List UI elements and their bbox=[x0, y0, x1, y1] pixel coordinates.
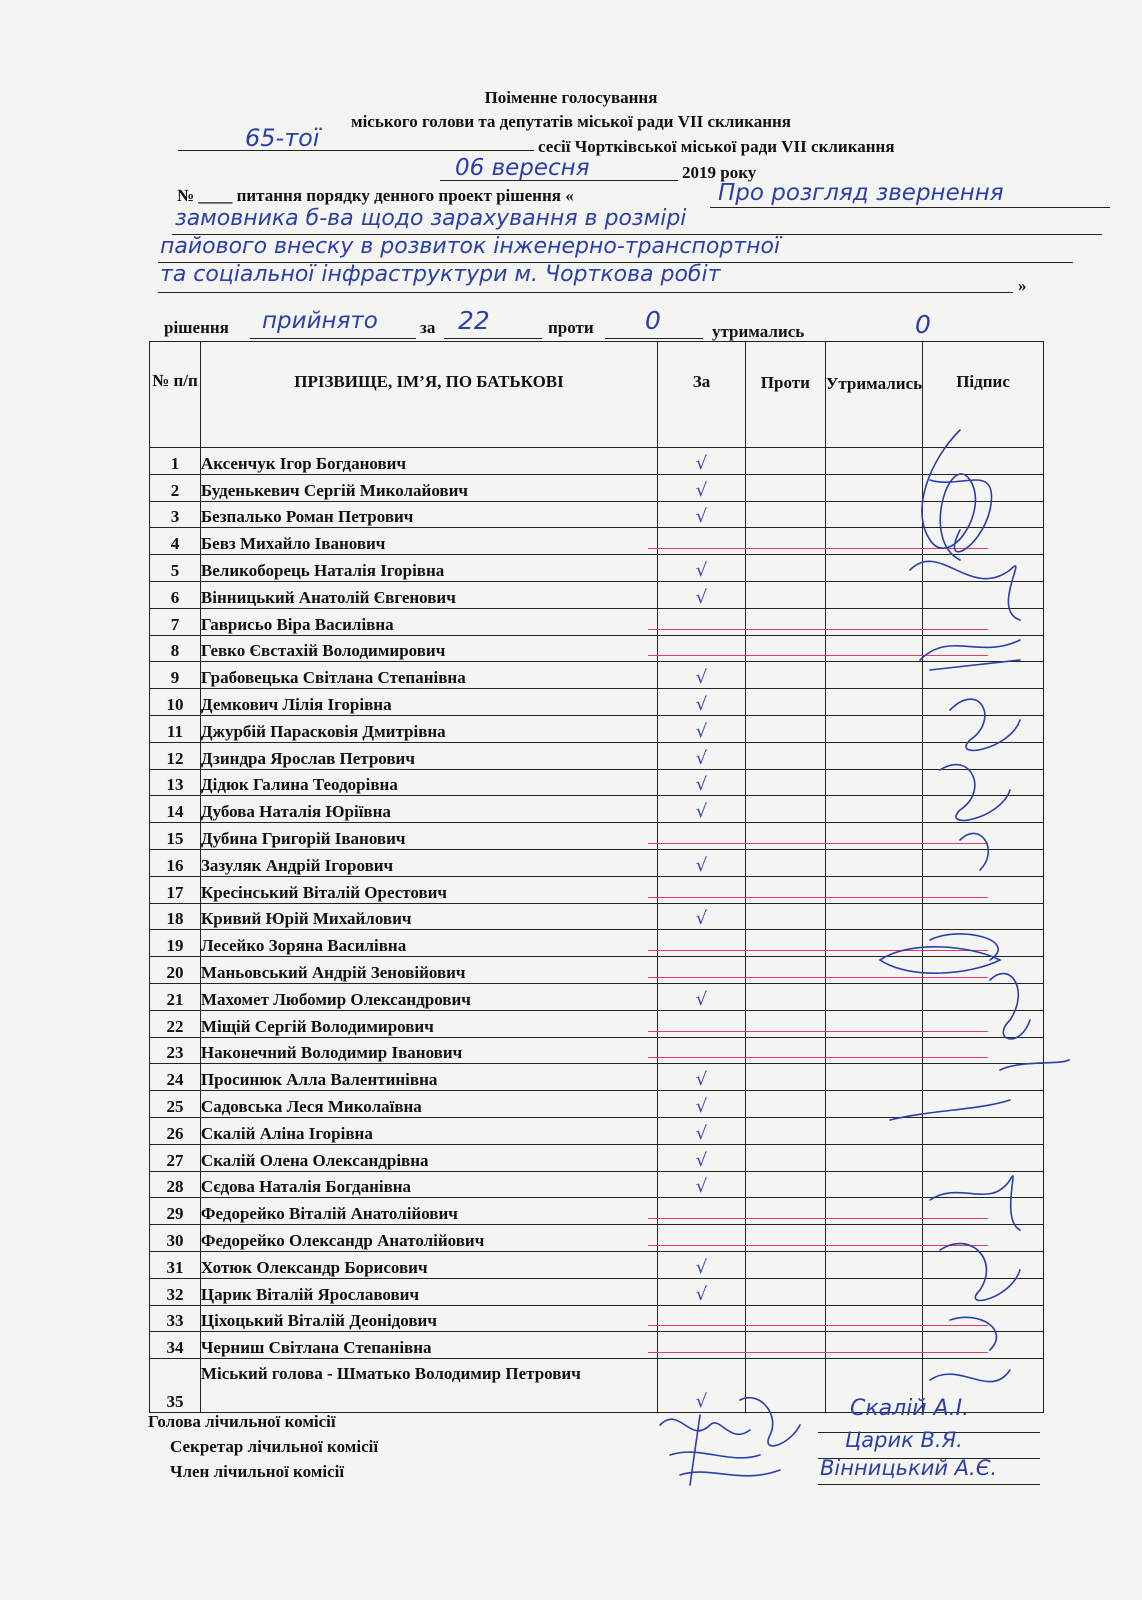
vote-cell-for bbox=[658, 1171, 746, 1198]
member-name-handwritten: Вінницький А.Є. bbox=[820, 1456, 998, 1480]
vote-cell-for bbox=[658, 769, 746, 796]
session-number-handwritten: 65-тої bbox=[245, 124, 320, 152]
against-count-underline bbox=[605, 338, 703, 339]
vote-cell-for bbox=[658, 1144, 746, 1171]
member-underline bbox=[818, 1484, 1040, 1485]
row-number: 27 bbox=[150, 1144, 201, 1171]
row-number: 14 bbox=[150, 796, 201, 823]
deputy-name: Скалій Аліна Ігорівна bbox=[200, 1117, 657, 1144]
row-number: 11 bbox=[150, 715, 201, 742]
vote-cell-against bbox=[745, 769, 825, 796]
abstain-label: утримались bbox=[712, 322, 805, 341]
vote-cell-against bbox=[745, 957, 825, 984]
year-text: 2019 року bbox=[682, 163, 757, 182]
row-number: 7 bbox=[150, 608, 201, 635]
row-number: 18 bbox=[150, 903, 201, 930]
deputy-name: Гаврисьо Віра Василівна bbox=[200, 608, 657, 635]
row-number: 17 bbox=[150, 876, 201, 903]
vote-cell-for bbox=[658, 715, 746, 742]
check-mark-icon: √ bbox=[695, 1149, 708, 1171]
vote-cell-for bbox=[658, 1010, 746, 1037]
row-number: 26 bbox=[150, 1117, 201, 1144]
column-header-number: № п/п bbox=[150, 342, 201, 448]
deputy-name: Дубова Наталія Юріївна bbox=[200, 796, 657, 823]
vote-cell-against bbox=[745, 983, 825, 1010]
row-number: 3 bbox=[150, 501, 201, 528]
row-number: 28 bbox=[150, 1171, 201, 1198]
row-number: 32 bbox=[150, 1278, 201, 1305]
check-mark-icon: √ bbox=[695, 801, 708, 823]
deputy-name: Джурбій Парасковія Дмитрівна bbox=[200, 715, 657, 742]
vote-cell-against bbox=[745, 849, 825, 876]
vote-cell-against bbox=[745, 528, 825, 555]
commission-signatures-scribble bbox=[620, 1385, 820, 1505]
vote-cell-against bbox=[745, 1198, 825, 1225]
deputy-name: Скалій Олена Олександрівна bbox=[200, 1144, 657, 1171]
vote-cell-against bbox=[745, 474, 825, 501]
deputy-name: Просинюк Алла Валентинівна bbox=[200, 1064, 657, 1091]
vote-cell-for bbox=[658, 849, 746, 876]
chair-label: Голова лічильної комісії bbox=[148, 1412, 336, 1431]
vote-cell-for bbox=[658, 983, 746, 1010]
vote-cell-for bbox=[658, 796, 746, 823]
deputy-name: Безпалько Роман Петрович bbox=[200, 501, 657, 528]
vote-cell-for bbox=[658, 555, 746, 582]
deputy-name: Великоборець Наталія Ігорівна bbox=[200, 555, 657, 582]
vote-cell-against bbox=[745, 689, 825, 716]
for-count-underline bbox=[444, 338, 542, 339]
row-number: 2 bbox=[150, 474, 201, 501]
chair-name-handwritten: Скалій А.І. bbox=[850, 1396, 970, 1421]
check-mark-icon: √ bbox=[695, 479, 708, 501]
deputy-name: Федорейко Олександр Анатолійович bbox=[200, 1225, 657, 1252]
deputy-name: Буденькевич Сергій Миколайович bbox=[200, 474, 657, 501]
row-number: 6 bbox=[150, 581, 201, 608]
check-mark-icon: √ bbox=[695, 693, 708, 715]
vote-cell-for bbox=[658, 501, 746, 528]
row-number: 19 bbox=[150, 930, 201, 957]
row-number: 29 bbox=[150, 1198, 201, 1225]
vote-cell-against bbox=[745, 1064, 825, 1091]
document-subtitle: міського голови та депутатів міської ради VII скликання bbox=[351, 112, 791, 131]
vote-cell-for bbox=[658, 903, 746, 930]
row-number: 21 bbox=[150, 983, 201, 1010]
agenda-underline-1 bbox=[710, 207, 1110, 208]
check-mark-icon: √ bbox=[695, 1283, 708, 1305]
vote-cell-against bbox=[745, 1332, 825, 1359]
deputy-name: Черниш Світлана Степанівна bbox=[200, 1332, 657, 1359]
deputy-name: Міський голова - Шматько Володимир Петрович bbox=[200, 1359, 657, 1413]
agenda-item-text-line-4: та соціальної інфраструктури м. Чорткова робіт bbox=[160, 262, 721, 287]
agenda-underline-4 bbox=[158, 292, 1013, 293]
vote-cell-for bbox=[658, 1091, 746, 1118]
vote-cell-against bbox=[745, 1144, 825, 1171]
check-mark-icon: √ bbox=[695, 452, 708, 474]
check-mark-icon: √ bbox=[695, 559, 708, 581]
vote-cell-against bbox=[745, 555, 825, 582]
for-count-handwritten: 22 bbox=[458, 306, 490, 335]
vote-cell-for bbox=[658, 1251, 746, 1278]
row-number: 31 bbox=[150, 1251, 201, 1278]
session-number-underline bbox=[178, 150, 534, 151]
row-number: 12 bbox=[150, 742, 201, 769]
deputy-name: Махомет Любомир Олександрович bbox=[200, 983, 657, 1010]
deputy-name: Царик Віталій Ярославович bbox=[200, 1278, 657, 1305]
agenda-item-text-line-1: Про розгляд звернення bbox=[718, 180, 1004, 206]
vote-cell-for bbox=[658, 635, 746, 662]
date-handwritten: 06 вересня bbox=[455, 155, 590, 181]
check-mark-icon: √ bbox=[695, 1176, 708, 1198]
vote-cell-for bbox=[658, 1305, 746, 1332]
check-mark-icon: √ bbox=[695, 1122, 708, 1144]
vote-cell-for bbox=[658, 1225, 746, 1252]
vote-cell-for bbox=[658, 608, 746, 635]
vote-cell-for bbox=[658, 742, 746, 769]
deputy-name: Садовська Леся Миколаївна bbox=[200, 1091, 657, 1118]
row-number: 5 bbox=[150, 555, 201, 582]
deputy-name: Грабовецька Світлана Степанівна bbox=[200, 662, 657, 689]
vote-cell-for bbox=[658, 1117, 746, 1144]
against-count-handwritten: 0 bbox=[645, 306, 661, 335]
vote-cell-for bbox=[658, 1037, 746, 1064]
vote-cell-against bbox=[745, 1225, 825, 1252]
deputy-name: Ціхоцький Віталій Деонідович bbox=[200, 1305, 657, 1332]
row-number: 23 bbox=[150, 1037, 201, 1064]
row-number: 15 bbox=[150, 823, 201, 850]
vote-cell-against bbox=[745, 930, 825, 957]
column-header-against: Проти bbox=[745, 342, 825, 448]
check-mark-icon: √ bbox=[695, 854, 708, 876]
vote-cell-against bbox=[745, 715, 825, 742]
row-number: 13 bbox=[150, 769, 201, 796]
row-number: 20 bbox=[150, 957, 201, 984]
vote-cell-for bbox=[658, 1332, 746, 1359]
against-label: проти bbox=[548, 318, 594, 337]
member-label: Член лічильної комісії bbox=[170, 1462, 345, 1481]
column-header-abstain: Утримались bbox=[825, 342, 922, 448]
signatures-scribble bbox=[870, 420, 1070, 1420]
deputy-name: Кресінський Віталій Орестович bbox=[200, 876, 657, 903]
vote-cell-for bbox=[658, 823, 746, 850]
row-number: 16 bbox=[150, 849, 201, 876]
check-mark-icon: √ bbox=[695, 586, 708, 608]
vote-cell-against bbox=[745, 823, 825, 850]
decision-handwritten: прийнято bbox=[262, 308, 378, 334]
vote-cell-against bbox=[745, 1010, 825, 1037]
vote-cell-for bbox=[658, 528, 746, 555]
deputy-name: Аксенчук Ігор Богданович bbox=[200, 448, 657, 475]
vote-cell-against bbox=[745, 796, 825, 823]
agenda-item-text-line-2: замовника б-ва щодо зарахування в розмірі bbox=[175, 206, 687, 231]
column-header-signature: Підпис bbox=[923, 342, 1044, 448]
deputy-name: Міщій Сергій Володимирович bbox=[200, 1010, 657, 1037]
vote-cell-against bbox=[745, 662, 825, 689]
row-number: 34 bbox=[150, 1332, 201, 1359]
check-mark-icon: √ bbox=[695, 720, 708, 742]
session-text: сесії Чортківської міської ради VII скликання bbox=[538, 137, 895, 156]
vote-cell-for bbox=[658, 876, 746, 903]
row-number: 33 bbox=[150, 1305, 201, 1332]
check-mark-icon: √ bbox=[695, 747, 708, 769]
vote-cell-for bbox=[658, 1198, 746, 1225]
check-mark-icon: √ bbox=[695, 506, 708, 528]
agenda-item-close: » bbox=[1018, 276, 1027, 295]
vote-cell-against bbox=[745, 581, 825, 608]
vote-cell-against bbox=[745, 1037, 825, 1064]
vote-cell-against bbox=[745, 742, 825, 769]
row-number: 35 bbox=[150, 1359, 201, 1413]
vote-cell-against bbox=[745, 876, 825, 903]
row-number: 10 bbox=[150, 689, 201, 716]
document-title: Поіменне голосування bbox=[484, 88, 658, 107]
vote-cell-against bbox=[745, 448, 825, 475]
vote-cell-against bbox=[745, 1091, 825, 1118]
deputy-name: Сєдова Наталія Богданівна bbox=[200, 1171, 657, 1198]
check-mark-icon: √ bbox=[695, 1256, 708, 1278]
vote-cell-for bbox=[658, 448, 746, 475]
deputy-name: Дідюк Галина Теодорівна bbox=[200, 769, 657, 796]
deputy-name: Зазуляк Андрій Ігорович bbox=[200, 849, 657, 876]
vote-cell-against bbox=[745, 635, 825, 662]
check-mark-icon: √ bbox=[695, 667, 708, 689]
for-label: за bbox=[420, 318, 436, 337]
row-number: 1 bbox=[150, 448, 201, 475]
deputy-name: Лесейко Зоряна Василівна bbox=[200, 930, 657, 957]
deputy-name: Маньовський Андрій Зеновійович bbox=[200, 957, 657, 984]
agenda-item-label: № ____ питання порядку денного проект рішення « bbox=[177, 186, 574, 205]
row-number: 9 bbox=[150, 662, 201, 689]
vote-cell-against bbox=[745, 1278, 825, 1305]
deputy-name: Демкович Лілія Ігорівна bbox=[200, 689, 657, 716]
vote-cell-against bbox=[745, 1305, 825, 1332]
row-number: 22 bbox=[150, 1010, 201, 1037]
deputy-name: Бевз Михайло Іванович bbox=[200, 528, 657, 555]
row-number: 30 bbox=[150, 1225, 201, 1252]
deputy-name: Дубина Григорій Іванович bbox=[200, 823, 657, 850]
column-header-name: ПРІЗВИЩЕ, ІМ’Я, ПО БАТЬКОВІ bbox=[200, 342, 657, 448]
vote-cell-for bbox=[658, 957, 746, 984]
vote-cell-for bbox=[658, 662, 746, 689]
decision-underline bbox=[250, 338, 416, 339]
vote-cell-against bbox=[745, 608, 825, 635]
abstain-count-handwritten: 0 bbox=[915, 310, 931, 339]
row-number: 8 bbox=[150, 635, 201, 662]
vote-cell-against bbox=[745, 1117, 825, 1144]
vote-cell-against bbox=[745, 1251, 825, 1278]
deputy-name: Федорейко Віталій Анатолійович bbox=[200, 1198, 657, 1225]
row-number: 4 bbox=[150, 528, 201, 555]
secretary-label: Секретар лічильної комісії bbox=[170, 1437, 379, 1456]
vote-cell-for bbox=[658, 474, 746, 501]
secretary-name-handwritten: Царик В.Я. bbox=[845, 1428, 963, 1452]
deputy-name: Хотюк Олександр Борисович bbox=[200, 1251, 657, 1278]
check-mark-icon: √ bbox=[695, 774, 708, 796]
vote-cell-against bbox=[745, 1171, 825, 1198]
vote-cell-for bbox=[658, 581, 746, 608]
column-header-for: За bbox=[658, 342, 746, 448]
deputy-name: Кривий Юрій Михайлович bbox=[200, 903, 657, 930]
check-mark-icon: √ bbox=[695, 1391, 708, 1413]
row-number: 24 bbox=[150, 1064, 201, 1091]
deputy-name: Гевко Євстахій Володимирович bbox=[200, 635, 657, 662]
decision-label: рішення bbox=[164, 318, 229, 337]
vote-cell-for bbox=[658, 1278, 746, 1305]
check-mark-icon: √ bbox=[695, 908, 708, 930]
deputy-name: Вінницький Анатолій Євгенович bbox=[200, 581, 657, 608]
row-number: 25 bbox=[150, 1091, 201, 1118]
vote-cell-for bbox=[658, 930, 746, 957]
check-mark-icon: √ bbox=[695, 1095, 708, 1117]
check-mark-icon: √ bbox=[695, 988, 708, 1010]
deputy-name: Дзиндра Ярослав Петрович bbox=[200, 742, 657, 769]
vote-cell-against bbox=[745, 903, 825, 930]
agenda-item-text-line-3: пайового внеску в розвиток інженерно-транспортної bbox=[160, 234, 781, 259]
deputy-name: Наконечний Володимир Іванович bbox=[200, 1037, 657, 1064]
vote-cell-for bbox=[658, 689, 746, 716]
vote-cell-for bbox=[658, 1064, 746, 1091]
vote-cell-against bbox=[745, 501, 825, 528]
check-mark-icon: √ bbox=[695, 1069, 708, 1091]
